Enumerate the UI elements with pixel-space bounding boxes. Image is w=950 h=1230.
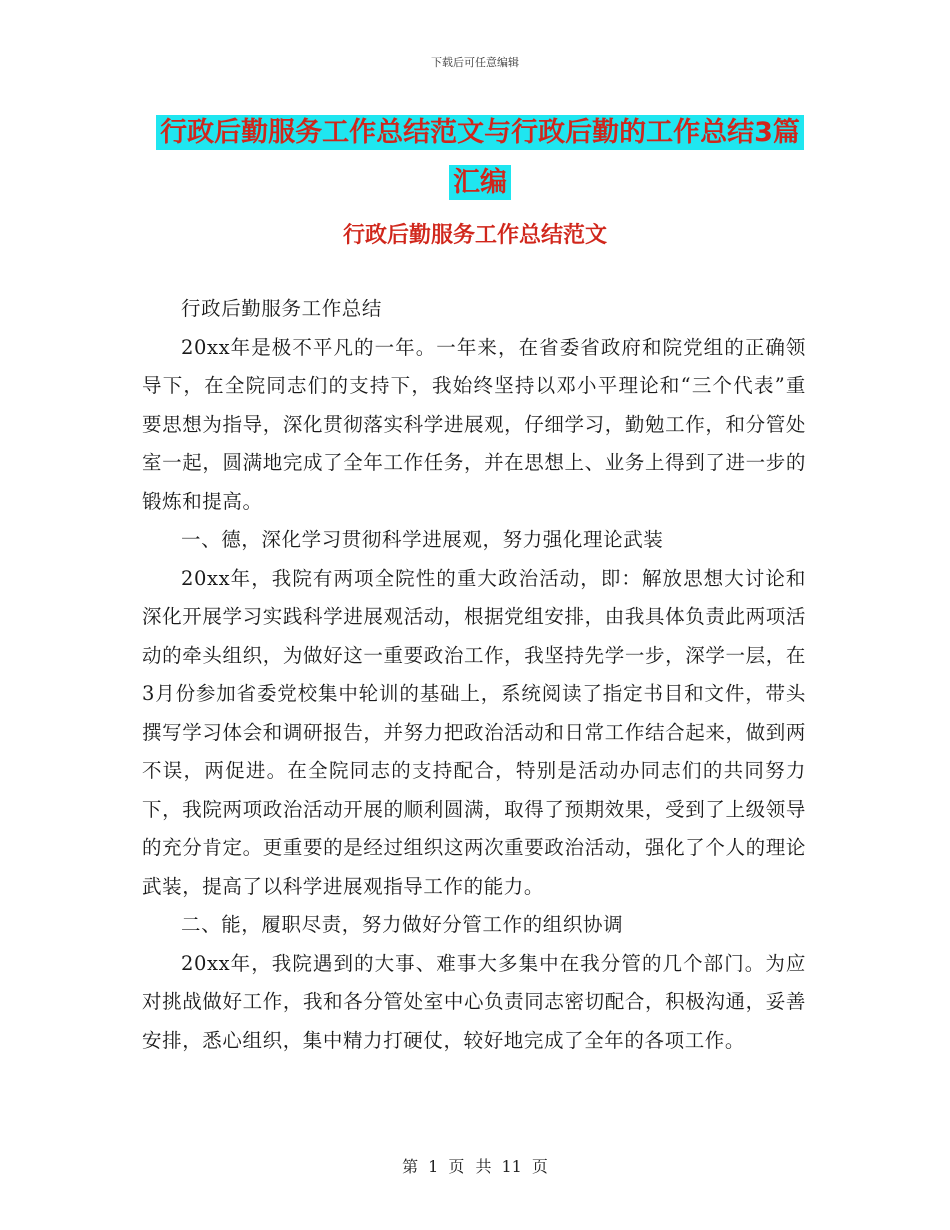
- footer-middle: 页 共: [448, 1157, 492, 1176]
- footer-prefix: 第: [402, 1157, 419, 1176]
- document-title: [150, 108, 810, 208]
- paragraph: 二、能，履职尽责，努力做好分管工作的组织协调: [181, 913, 624, 936]
- paragraph: 20xx年是极不平凡的一年。一年来，在省委省政府和院党组的正确领导下，在全院同志们的支持下，我始终坚持以邓小平理论和“三个代表”重要思想为指导，深化贯彻落实科学进展观，仔细学习，勤勉工作，和分管处室一起，圆满地完成了全年工作任务，并在思想上、业务上得到了进一步的锻炼和提高。: [142, 335, 806, 513]
- section-title: 行政后勤服务工作总结范文: [342, 223, 607, 248]
- header-note: 下载后可任意编辑: [431, 56, 519, 69]
- document-title-text: 行政后勤服务工作总结范文与行政后勤的工作总结3篇汇编: [156, 115, 804, 200]
- footer-total-pages: 11: [501, 1157, 522, 1176]
- paragraph: 20xx年，我院有两项全院性的重大政治活动，即：解放思想大讨论和深化开展学习实践科学进展观活动，根据党组安排，由我具体负责此两项活动的牵头组织，为做好这一重要政治工作，我坚持先学一步，深学一层，在3月份参加省委党校集中轮训的基础上，系统阅读了指定书目和文件，带头撰写学习体会和调研报告，并努力把政治活动和日常工作结合起来，做到两不误，两促进。在全院同志的支持配合，特别是活动办同志们的共同努力下，我院两项政治活动开展的顺利圆满，取得了预期效果，受到了上级领导的充分肯定。更重要的是经过组织这两次重要政治活动，强化了个人的理论武装，提高了以科学进展观指导工作的能力。: [142, 566, 806, 898]
- footer-suffix: 页: [531, 1157, 548, 1176]
- footer-page-number: 1: [428, 1157, 439, 1176]
- document-body: [142, 290, 806, 1060]
- page-footer: [0, 1154, 950, 1177]
- paragraph: 行政后勤服务工作总结: [181, 297, 383, 320]
- paragraph: 20xx年，我院遇到的大事、难事大多集中在我分管的几个部门。为应对挑战做好工作，我和各分管处室中心负责同志密切配合，积极沟通，妥善安排，悉心组织，集中精力打硬仗，较好地完成了全年的各项工作。: [142, 951, 806, 1052]
- paragraph: 一、德，深化学习贯彻科学进展观，努力强化理论武装: [181, 528, 664, 551]
